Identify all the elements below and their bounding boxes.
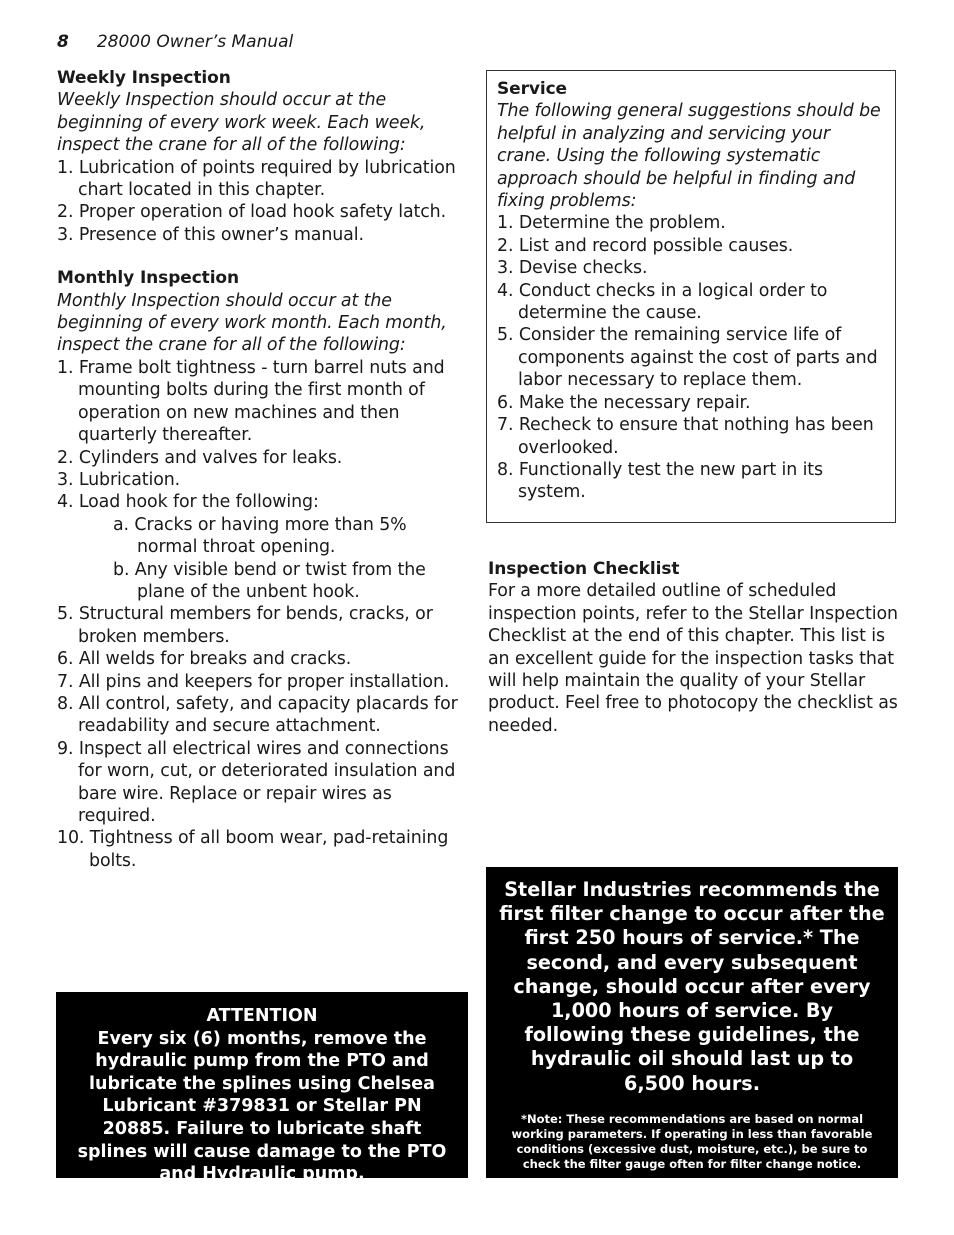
monthly-item: 7. All pins and keepers for proper installation.: [57, 671, 450, 692]
monthly-item: 2. Cylinders and valves for leaks.: [57, 447, 343, 468]
service-item: 7. Recheck to ensure that nothing has been overlooked.: [497, 415, 874, 458]
monthly-item: 6. All welds for breaks and cracks.: [57, 649, 352, 670]
service-item: 3. Devise checks.: [497, 258, 648, 279]
page-header: [57, 32, 293, 52]
service-intro: The following general suggestions should be helpful in analyzing and servicing your crane. Using the following systematic approach should be helpful in finding and fixing problems:: [497, 101, 881, 212]
filter-box: [486, 867, 898, 1178]
attention-title: ATTENTION: [206, 1006, 318, 1026]
weekly-intro: Weekly Inspection should occur at the beginning of every work week. Each week, inspect the crane for all of the following:: [57, 90, 426, 156]
monthly-item: 9. Inspect all electrical wires and connections for worn, cut, or deteriorated insulation and bare wire. Replace or repair wires as required.: [57, 738, 456, 826]
attention-body: Every six (6) months, remove the hydraulic pump from the PTO and lubricate the splines using Chelsea Lubricant #379831 or Stellar PN 20885. Failure to lubricate shaft splines will cause damage to the PTO and Hydraulic pump.: [77, 1028, 447, 1185]
monthly-sub-item: b. Any visible bend or twist from the plane of the unbent hook.: [113, 559, 426, 602]
monthly-intro: Monthly Inspection should occur at the beginning of every work month. Each month, inspect the crane for all of the following:: [57, 290, 447, 356]
filter-note: *Note: These recommendations are based on normal working parameters. If operating in less than favorable conditions (excessive dust, moisture, etc.), be sure to check the filter gauge often for filter change notice.: [511, 1111, 873, 1171]
monthly-item: 3. Lubrication.: [57, 469, 181, 490]
weekly-item: 1. Lubrication of points required by lubrication chart located in this chapter.: [57, 157, 456, 201]
monthly-heading: Monthly Inspection: [57, 268, 240, 289]
manual-title: 28000 Owner’s Manual: [96, 32, 294, 52]
weekly-item: 3. Presence of this owner’s manual.: [57, 224, 364, 245]
weekly-item: 2. Proper operation of load hook safety latch.: [57, 202, 447, 223]
checklist-heading: Inspection Checklist: [488, 559, 680, 579]
service-box: [486, 70, 896, 523]
filter-body: Stellar Industries recommends the first filter change to occur after the first 250 hours of service.* The second, and every subsequent change, should occur after every 1,000 hours of service. By following these guidelines, the hydraulic oil should last up to 6,500 hours.: [499, 878, 885, 1095]
attention-box: [56, 992, 468, 1185]
service-item: 8. Functionally test the new part in its system.: [497, 459, 823, 503]
service-item: 6. Make the necessary repair.: [497, 392, 751, 413]
page-number: 8: [57, 32, 69, 52]
monthly-item: 8. All control, safety, and capacity placards for readability and secure attachment.: [57, 693, 458, 737]
service-item: 5. Consider the remaining service life of components against the cost of parts and labor necessary to replace them.: [497, 325, 878, 391]
monthly-item: 10. Tightness of all boom wear, pad-retaining bolts.: [57, 828, 449, 871]
service-item: 2. List and record possible causes.: [497, 235, 794, 256]
monthly-sub-item: a. Cracks or having more than 5% normal throat opening.: [113, 514, 407, 558]
service-item: 4. Conduct checks in a logical order to determine the cause.: [497, 280, 828, 324]
monthly-item: 1. Frame bolt tightness - turn barrel nuts and mounting bolts during the first month of operation on new machines and then quarterly thereafter.: [57, 357, 445, 446]
weekly-heading: Weekly Inspection: [57, 68, 231, 88]
checklist-body: For a more detailed outline of scheduled inspection points, refer to the Stellar Inspection Checklist at the end of this chapter. This list is an excellent guide for the inspection tasks that will help maintain the quality of your Stellar product. Feel free to photocopy the checklist as needed.: [488, 581, 898, 736]
service-item: 1. Determine the problem.: [497, 213, 726, 234]
monthly-item: 5. Structural members for bends, cracks, or broken members.: [57, 604, 433, 647]
checklist-section: [488, 558, 898, 737]
service-heading: Service: [497, 79, 567, 99]
monthly-item: 4. Load hook for the following:: [57, 492, 319, 513]
left-column: [57, 67, 469, 872]
